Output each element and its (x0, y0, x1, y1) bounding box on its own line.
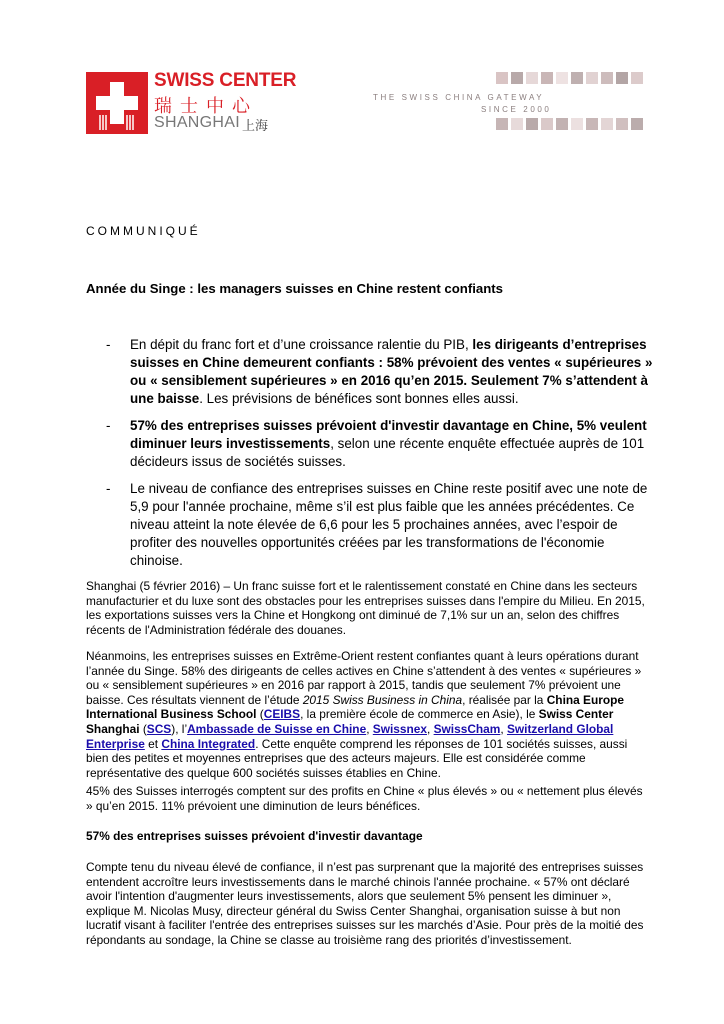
paragraph-profits: 45% des Suisses interrogés comptent sur des profits en Chine « plus élevés » ou « nettement plus élevés » qu’en 2015. 11% prévoient une diminution de leurs bénéfices. (86, 784, 643, 813)
logo-city: SHANGHAI (154, 114, 240, 131)
doc-label: COMMUNIQUÉ (86, 224, 201, 238)
gateway-tagline: THE SWISS CHINA GATEWAY (373, 93, 545, 102)
china-integrated-link[interactable]: China Integrated (161, 736, 256, 751)
section-heading: 57% des entreprises suisses prévoient d'investir davantage (86, 829, 423, 843)
ceibs-name: China Europe International Business School (86, 692, 625, 722)
key-points-list (106, 336, 656, 579)
paragraph-intro: Shanghai (5 février 2016) – Un franc suisse fort et le ralentissement constaté en Chine dans les secteurs manufacturier et du luxe sont des obstacles pour les entreprises suisses dans l'empire du Milieu. En 2015, les exportations suisses vers la Chine et Hongkong ont diminué de 7,1% sur un an, selon des chiffres récents de l'Administration fédérale des douanes. (86, 579, 645, 637)
study-title: 2015 Swiss Business in China (302, 692, 463, 707)
square-pattern-icon (496, 72, 646, 136)
logo-city-chinese: 上海 (242, 119, 269, 134)
bullet-point: - 57% des entreprises suisses prévoient d'investir davantage en Chine, 5% veulent diminuer leurs investissements, selon une récente enquête effectuée auprès de 101 décideurs issus de sociétés suisses. (106, 417, 656, 471)
paragraph-study: Néanmoins, les entreprises suisses en Extrême-Orient restent confiantes quant à leurs opérations durant l’année du Singe. 58% des dirigeants de celles actives en Chine s’attendent à des ventes « supérieures » ou « sensiblement supérieures » en 2016 par rapport à 2015, tandis que seulement 7% prévoient une baisse. Ces résultats viennent de l’étude 2015 Swiss Business in China, réalisée par la China Europe International Business School (CEIBS, la première école de commerce en Asie), le Swiss Center Shanghai (SCS), l’Ambassade de Suisse en Chine, Swissnex, SwissCham, Switzerland Global Enterprise et China Integrated. Cette enquête comprend les réponses de 101 sociétés suisses, aussi bien des petites et moyennes entreprises que des acteurs majeurs. Elle est considérée comme représentative des quelque 600 sociétés suisses établies en Chine. (86, 649, 642, 780)
logo-name: SWISS CENTER (154, 70, 297, 91)
paragraph-investment: Compte tenu du niveau élevé de confiance, il n’est pas surprenant que la majorité des entreprises suisses entendent accroître leurs investissements dans le marché chinois l'année prochaine. « 57% ont déclaré avoir l'intention d'augmenter leurs investissements, alors que seulement 5% pensent les diminuer », explique M. Nicolas Musy, directeur général du Swiss Center Shanghai, organisation suisse à but non lucratif visant à faciliter l'entrée des entreprises suisses sur les marchés d’Asie. Pour près de la moitié des répondants au sondage, la Chine se classe au troisième rang des priorités d’investissement. (86, 860, 644, 947)
ceibs-link[interactable]: CEIBS (263, 707, 301, 722)
logo-chinese-name: 瑞士中心 (154, 96, 258, 117)
swiss-flag-icon (86, 72, 148, 134)
headline: Année du Singe : les managers suisses en Chine restent confiants (86, 281, 503, 296)
gateway-since: SINCE 2000 (481, 105, 552, 114)
swiss-center-logo (86, 70, 297, 134)
scs-link[interactable]: SCS (146, 721, 172, 736)
swisscham-link[interactable]: SwissCham (433, 721, 501, 736)
sge-link[interactable]: Switzerland Global Enterprise (86, 721, 614, 751)
bullet-point: - En dépit du franc fort et d’une croissance ralentie du PIB, les dirigeants d’entreprises suisses en Chine demeurent confiants : 58% prévoient des ventes « supérieures » ou « sensiblement supérieures » en 2016 qu’en 2015. Seulement 7% s’attendent à une baisse. Les prévisions de bénéfices sont bonnes elles aussi. (106, 336, 656, 408)
embassy-link[interactable]: Ambassade de Suisse en Chine (187, 721, 367, 736)
bullet-point: - Le niveau de confiance des entreprises suisses en Chine reste positif avec une note de 5,9 pour l'année prochaine, même s’il est plus faible que les années précédentes. Ce niveau atteint la note élevée de 6,6 pour les 5 prochaines années, avec l’espoir de profiter des nouvelles opportunités créées par les transformations de l'économie chinoise. (106, 480, 656, 570)
swissnex-link[interactable]: Swissnex (372, 721, 427, 736)
scs-name: Swiss Center Shanghai (86, 707, 614, 736)
gateway-banner (368, 72, 648, 136)
